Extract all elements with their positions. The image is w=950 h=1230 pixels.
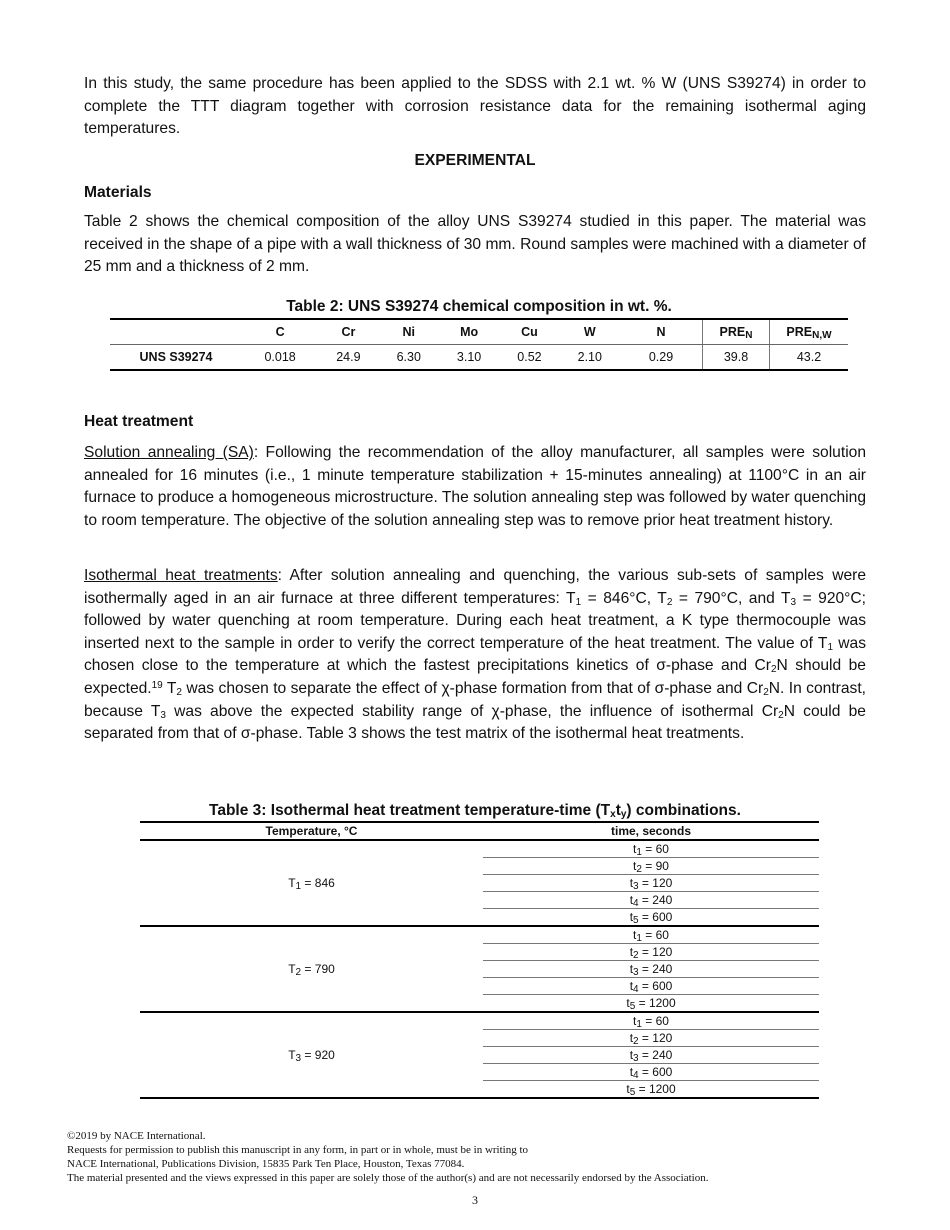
header-cell: Ni (379, 319, 439, 345)
time-cell (483, 858, 819, 875)
time-cell (483, 944, 819, 961)
text-segment: = 120 (638, 876, 673, 890)
text-segment: T (288, 876, 296, 890)
text-segment: 5 (633, 915, 639, 926)
text-segment: = 1200 (635, 1082, 676, 1096)
time-cell (483, 1012, 819, 1030)
composition-table (110, 318, 848, 371)
text-segment: : Following the recommendation of the alloy manufacturer, all samples were solution annealed for 16 minutes (i.e., 1 minute temperature stabilization + 15-minutes annealing) at 1100°C in an air furnace to produce a homogeneous microstructure. The solution annealing step was followed by water quenching to room temperature. The objective of the solution annealing step was to remove prior heat treatment history. (84, 444, 867, 529)
text-segment: 4 (633, 898, 639, 909)
header-cell: C (242, 319, 318, 345)
table-row (140, 926, 819, 944)
isothermal-paragraph (84, 565, 866, 746)
materials-paragraph (84, 211, 866, 279)
text-segment: t (629, 1031, 634, 1045)
text-segment: = 60 (641, 928, 669, 942)
text-segment: 5 (629, 1087, 636, 1098)
table-row (140, 840, 819, 858)
header-subscript: N,W (812, 330, 832, 341)
text-segment: 19 (151, 679, 163, 691)
text-segment: = 60 (641, 842, 669, 856)
text-segment: = 120 (638, 1031, 673, 1045)
time-cell (483, 1064, 819, 1081)
table-row (140, 1012, 819, 1030)
text-segment: Isothermal heat treatments (84, 567, 278, 584)
table-header-row (140, 822, 819, 840)
cell: 6.30 (396, 350, 421, 364)
text-segment: 3 (790, 596, 797, 608)
text-segment: x (610, 809, 616, 820)
text-segment: 1 (636, 933, 642, 944)
header-cell: W (560, 319, 620, 345)
text-segment: N. In contrast, because T (84, 679, 866, 720)
text-segment: T (162, 679, 177, 697)
text-segment: t (629, 1048, 634, 1062)
cell: 2.10 (577, 350, 602, 364)
text-segment: N should be expected. (84, 657, 866, 697)
time-cell (483, 1047, 819, 1064)
text-segment: Table 2 shows the chemical composition of the alloy UNS S39274 studied in this paper. The material was received in the shape of a pipe with a wall thickness of 30 mm. Round samples were machined with a diameter of 25 mm and a thickness of 2 mm. (84, 213, 866, 276)
text-segment: 3 (633, 881, 639, 892)
cell: 0.018 (264, 350, 296, 364)
header-cell: Temperature, °C (140, 822, 483, 840)
text-segment: 3 (160, 709, 166, 721)
text-segment: t (626, 996, 630, 1010)
text-segment: 2 (770, 664, 777, 676)
text-segment: 2 (295, 967, 302, 978)
text-segment: = 90 (641, 859, 669, 873)
text-segment: t (629, 945, 634, 959)
materials-heading: Materials (84, 184, 152, 201)
text-segment: 5 (629, 1001, 636, 1012)
text-segment: T (288, 1048, 296, 1062)
text-segment: = 600 (638, 910, 673, 924)
text-segment: N could be separated from that of σ-phase. Table 3 shows the test matrix of the isothermal heat treatments. (84, 702, 866, 743)
text-segment: 2 (636, 864, 642, 875)
text-segment: 1 (636, 847, 642, 858)
table-header-row (110, 319, 848, 345)
time-cell (483, 961, 819, 978)
text-segment: = 790 (301, 962, 335, 976)
header-cell: Mo (439, 319, 499, 345)
text-segment: Solution annealing (SA) (84, 444, 254, 461)
text-segment: t (626, 1082, 630, 1096)
table-row (110, 345, 848, 371)
heat-treatment-table (140, 821, 819, 1099)
solution-annealing-paragraph (84, 442, 866, 532)
text-segment: t (633, 928, 637, 942)
intro-paragraph (84, 73, 866, 141)
cell: 0.29 (648, 350, 674, 364)
cell: 43.2 (770, 345, 849, 371)
text-segment: T (288, 962, 296, 976)
experimental-heading: EXPERIMENTAL (414, 152, 536, 169)
text-segment: = 60 (641, 1014, 669, 1028)
text-segment: 4 (633, 984, 639, 995)
text-segment: was chosen close to the temperature at which the fastest precipitations kinetics of σ-phase and Cr (84, 634, 866, 675)
text-segment: 2 (763, 686, 769, 698)
time-cell (483, 909, 819, 927)
text-segment: t (629, 910, 634, 924)
text-segment: = 600 (638, 979, 673, 993)
text-segment: 3 (295, 1053, 302, 1064)
text-segment: 1 (636, 1019, 642, 1030)
text-segment: = 120 (638, 945, 673, 959)
text-segment: = 920°C; followed by water quenching at room temperature. During each heat treatment, a K type thermocouple was inserted next to the sample in order to verify the correct temperature of the heat treatment. The value of T (84, 589, 867, 652)
text-segment: 1 (575, 596, 582, 608)
text-segment: = 600 (638, 1065, 673, 1079)
text-segment: 3 (633, 967, 639, 978)
table2-caption: Table 2: UNS S39274 chemical composition in wt. %. (286, 298, 672, 315)
temperature-cell (140, 840, 483, 926)
text-segment: In this study, the same procedure has been applied to the SDSS with 2.1 wt. % W (UNS S39274) in order to complete the TTT diagram together with corrosion resistance data for the remaining isothermal aging temperatures. (84, 75, 866, 138)
header-subscript: N (745, 330, 753, 341)
text-segment: 2 (176, 686, 182, 698)
footer-line: The material presented and the views expressed in this paper are solely those of the author(s) and are not necessarily endorsed by the Association. (67, 1172, 709, 1184)
header-label: PRE (786, 325, 813, 339)
text-segment: = 240 (638, 1048, 673, 1062)
copyright-footer (67, 1129, 708, 1185)
table3-caption (100, 802, 850, 820)
cell: 0.52 (517, 350, 542, 364)
row-label: UNS S39274 (139, 350, 213, 364)
footer-line: Requests for permission to publish this manuscript in any form, in part or in whole, must be in writing to (67, 1144, 529, 1156)
header-cell (110, 319, 242, 345)
time-cell (483, 926, 819, 944)
text-segment: Table 3: Isothermal heat treatment temperature-time (T (209, 802, 611, 819)
time-cell (483, 978, 819, 995)
text-segment: = 1200 (635, 996, 676, 1010)
text-segment: 1 (827, 641, 833, 653)
text-segment: 3 (633, 1053, 639, 1064)
text-segment: ) combinations. (626, 802, 741, 819)
text-segment: was chosen to separate the effect of χ-phase formation from that of σ-phase and Cr (181, 679, 764, 697)
cell: 3.10 (456, 350, 482, 364)
header-cell-prenw (770, 319, 849, 345)
text-segment: 2 (633, 950, 639, 961)
text-segment: = 240 (638, 893, 673, 907)
header-label: PRE (719, 325, 746, 339)
page-number: 3 (472, 1193, 478, 1207)
text-segment: t (633, 859, 637, 873)
time-cell (483, 1081, 819, 1099)
text-segment: = 846 (301, 876, 335, 890)
cell: 24.9 (336, 350, 361, 364)
text-segment: y (620, 809, 627, 820)
text-segment: 2 (666, 596, 673, 608)
text-segment: t (633, 842, 637, 856)
text-segment: t (629, 979, 634, 993)
header-cell: time, seconds (483, 822, 819, 840)
cell: 39.8 (703, 345, 770, 371)
text-segment: t (629, 1065, 634, 1079)
text-segment: t (629, 962, 634, 976)
text-segment: 2 (633, 1036, 639, 1047)
text-segment: = 846°C, T (581, 589, 667, 607)
time-cell (483, 840, 819, 858)
time-cell (483, 875, 819, 892)
text-segment: : After solution annealing and quenching, the various sub-sets of samples were isothermally aged in an air furnace at three different temperatures: T (84, 567, 866, 607)
text-segment: t (629, 893, 634, 907)
temperature-cell (140, 1012, 483, 1098)
header-cell: N (620, 319, 703, 345)
time-cell (483, 995, 819, 1013)
header-cell: Cu (499, 319, 559, 345)
time-cell (483, 1030, 819, 1047)
text-segment: t (629, 876, 634, 890)
text-segment: = 240 (638, 962, 673, 976)
text-segment: 1 (295, 881, 302, 892)
text-segment: 4 (633, 1070, 639, 1081)
text-segment: t (633, 1014, 637, 1028)
text-segment: = 790°C, and T (672, 589, 791, 607)
time-cell (483, 892, 819, 909)
heat-treatment-heading: Heat treatment (84, 413, 194, 430)
temperature-cell (140, 926, 483, 1012)
footer-line: ©2019 by NACE International. (67, 1130, 206, 1142)
text-segment: = 920 (301, 1048, 335, 1062)
text-segment: t (615, 802, 621, 819)
header-cell-pren (703, 319, 770, 345)
footer-line: NACE International, Publications Division, 15835 Park Ten Place, Houston, Texas 77084. (67, 1158, 465, 1170)
text-segment: 2 (778, 709, 784, 721)
header-cell: Cr (318, 319, 378, 345)
text-segment: was above the expected stability range of χ-phase, the influence of isothermal Cr (165, 702, 779, 720)
